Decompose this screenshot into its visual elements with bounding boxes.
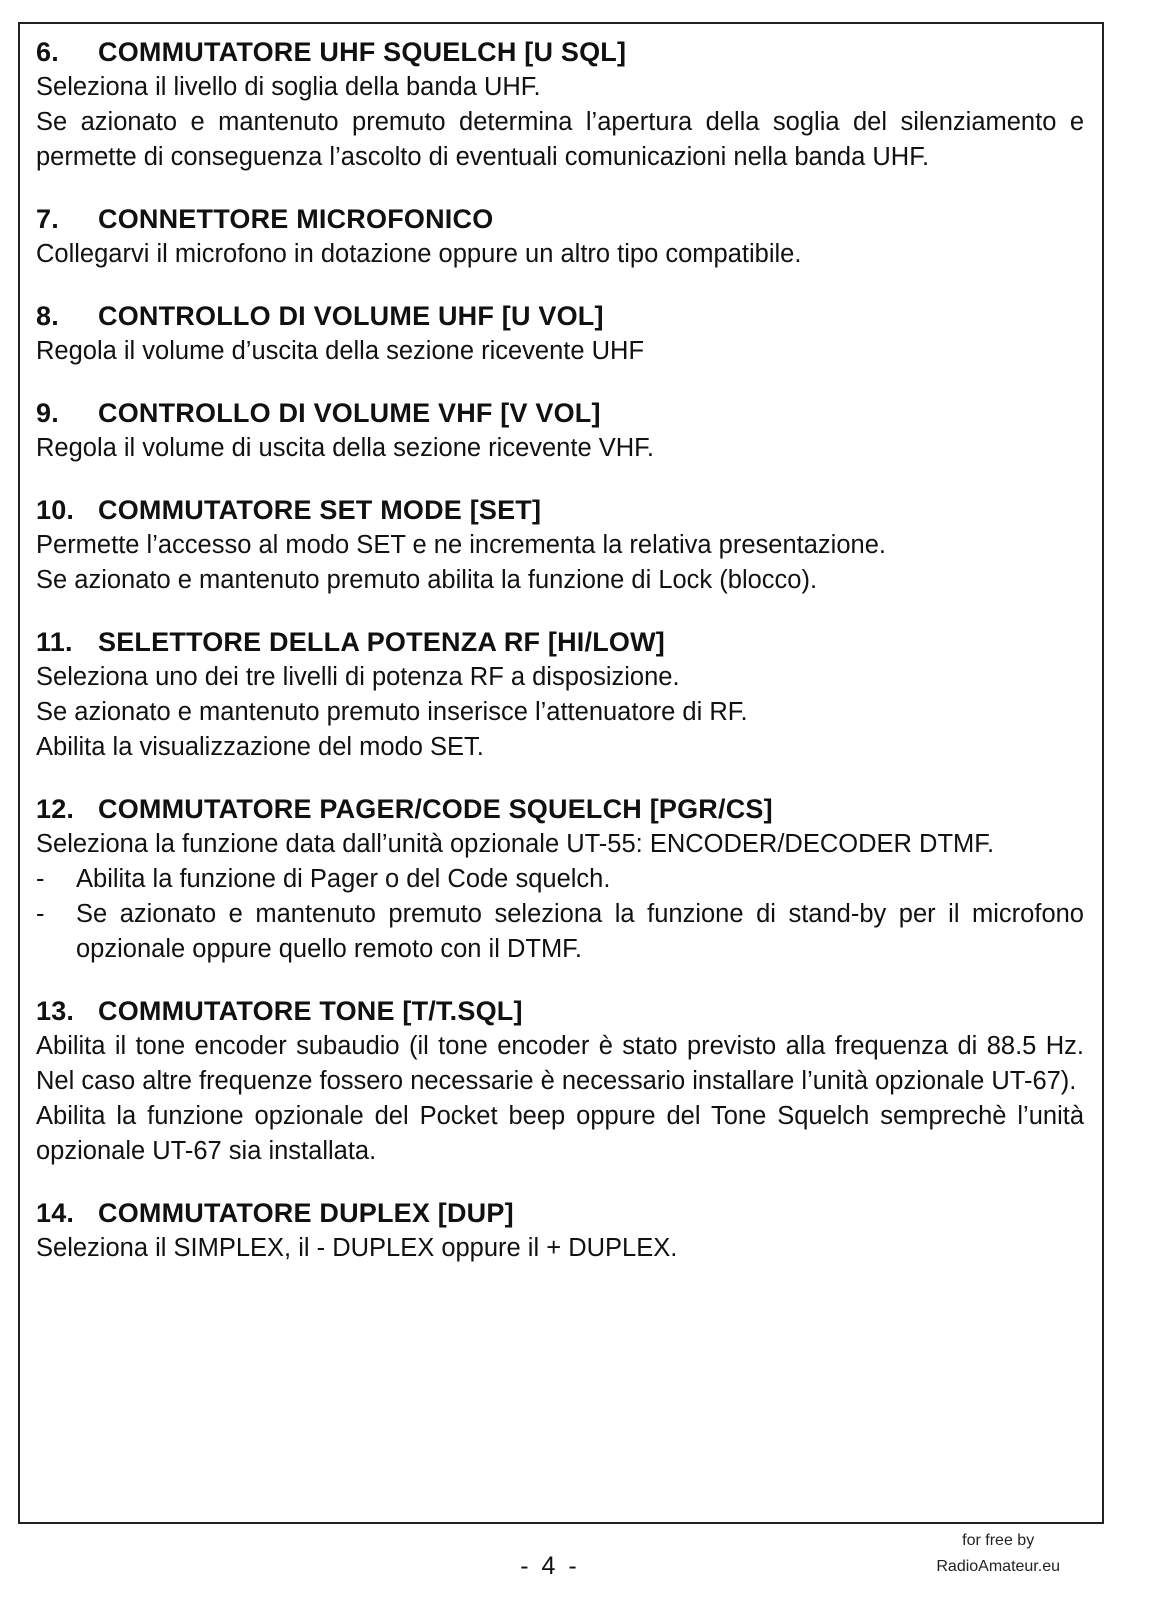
section-title: COMMUTATORE DUPLEX [DUP] [98,1198,514,1228]
section-9 [36,395,1084,466]
bullet-list [36,862,1084,967]
list-item [36,897,1084,967]
section-title: COMMUTATORE SET MODE [SET] [98,495,542,525]
section-paragraph: Regola il volume d’uscita della sezione ricevente UHF [36,337,645,365]
list-item [36,862,1084,897]
section-paragraph: Seleziona il livello di soglia della banda UHF. [36,73,541,101]
section-12 [36,791,1084,967]
section-number: 10. [36,495,75,525]
section-number: 13. [36,996,75,1026]
section-number: 11. [36,627,73,657]
dash-bullet-icon: - [36,900,45,928]
section-title: COMMUTATORE TONE [T/T.SQL] [98,996,523,1026]
section-number: 12. [36,794,75,824]
section-title: COMMUTATORE PAGER/CODE SQUELCH [PGR/CS] [98,794,773,824]
section-number: 14. [36,1198,75,1228]
section-heading [36,34,1084,70]
section-8 [36,298,1084,369]
section-heading [36,791,1084,827]
section-paragraph: Abilita la funzione opzionale del Pocket beep oppure del Tone Squelch semprechè l’unità opzionale UT-67 sia installata. [36,1102,1084,1165]
section-paragraph: Se azionato e mantenuto premuto abilita la funzione di Lock (blocco). [36,566,818,594]
section-11 [36,624,1084,765]
section-paragraph: Abilita il tone encoder subaudio (il tone encoder è stato previsto alla frequenza di 88.5 Hz. Nel caso altre frequenze fossero necessarie è necessario installare l’unità opzionale UT-67). [36,1032,1084,1095]
section-10 [36,492,1084,598]
section-paragraph: Se azionato e mantenuto premuto inserisce l’attenuatore di RF. [36,698,748,726]
section-paragraph: Regola il volume di uscita della sezione ricevente VHF. [36,434,654,462]
section-title: CONNETTORE MICROFONICO [98,204,494,234]
content-frame [18,22,1104,1524]
section-heading [36,492,1084,528]
section-heading [36,1195,1084,1231]
credit-line-2: RadioAmateur.eu [936,1558,1060,1575]
credit-line-1: for free by [962,1532,1035,1549]
section-title: CONTROLLO DI VOLUME UHF [U VOL] [98,301,604,331]
section-paragraph: Permette l’accesso al modo SET e ne incrementa la relativa presentazione. [36,531,886,559]
page-number: - 4 - [520,1552,580,1580]
section-paragraph: Seleziona la funzione data dall’unità opzionale UT-55: ENCODER/DECODER DTMF. [36,830,995,858]
section-heading [36,395,1084,431]
section-13 [36,993,1084,1169]
section-paragraph: Se azionato e mantenuto premuto determina l’apertura della soglia del silenziamento e permette di conseguenza l’ascolto di eventuali comunicazioni nella banda UHF. [36,108,1084,171]
section-paragraph: Seleziona uno dei tre livelli di potenza RF a disposizione. [36,663,680,691]
section-heading [36,201,1084,237]
section-number: 7. [36,204,59,234]
section-7 [36,201,1084,272]
section-title: CONTROLLO DI VOLUME VHF [V VOL] [98,398,601,428]
section-14 [36,1195,1084,1266]
section-heading [36,993,1084,1029]
section-paragraph: Abilita la visualizzazione del modo SET. [36,733,484,761]
list-item-text: Se azionato e mantenuto premuto seleziona la funzione di stand-by per il microfono opzionale oppure quello remoto con il DTMF. [76,900,1084,963]
section-6 [36,34,1084,175]
section-paragraph: Seleziona il SIMPLEX, il - DUPLEX oppure il + DUPLEX. [36,1234,678,1262]
dash-bullet-icon: - [36,865,45,893]
section-title: SELETTORE DELLA POTENZA RF [HI/LOW] [98,627,665,657]
section-heading [36,624,1084,660]
section-title: COMMUTATORE UHF SQUELCH [U SQL] [98,37,627,67]
section-number: 8. [36,301,59,331]
section-heading [36,298,1084,334]
section-number: 9. [36,398,59,428]
section-paragraph: Collegarvi il microfono in dotazione oppure un altro tipo compatibile. [36,240,802,268]
section-number: 6. [36,37,59,67]
list-item-text: Abilita la funzione di Pager o del Code squelch. [76,865,611,893]
